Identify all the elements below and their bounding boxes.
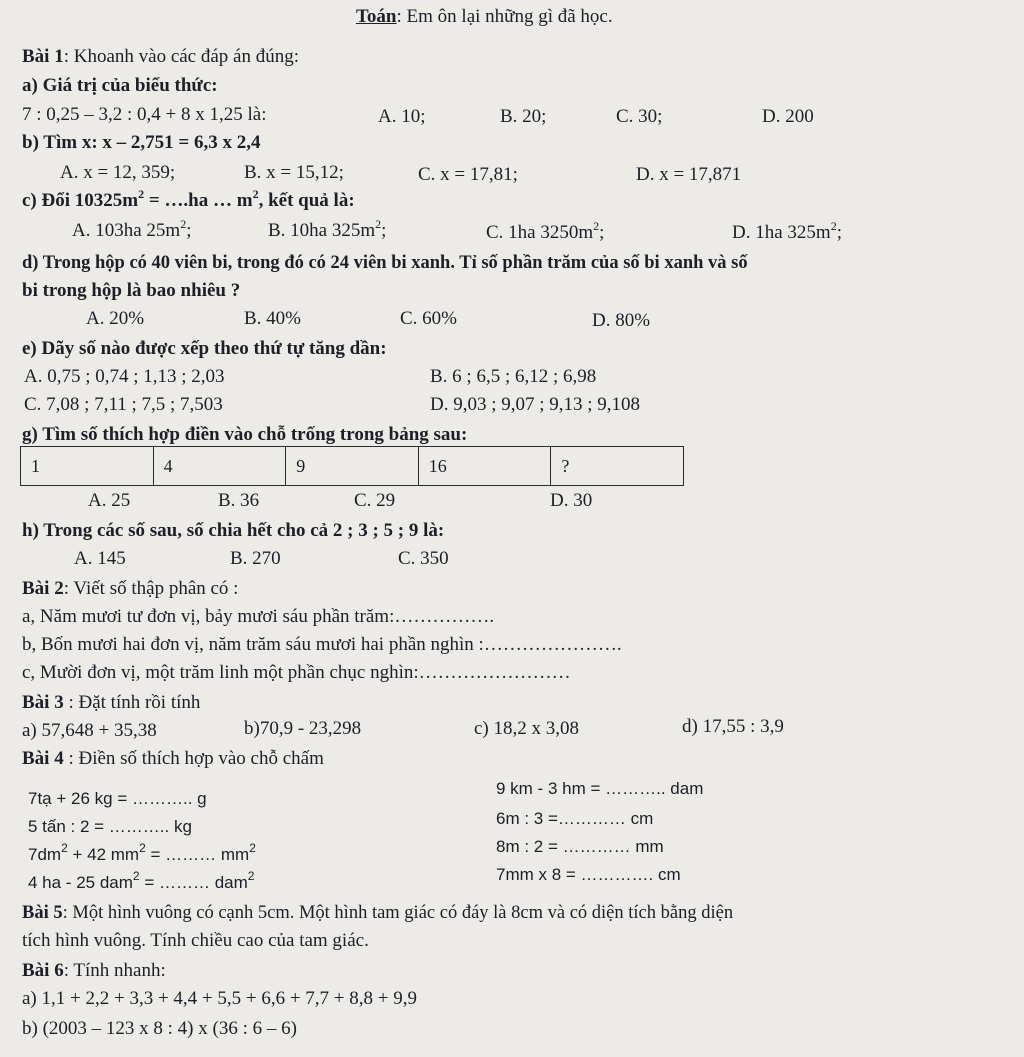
bai6-heading-label: Bài 6: [22, 960, 64, 981]
bai3-heading-rest: : Đặt tính rồi tính: [63, 692, 201, 713]
q1g-cell-3: 9: [286, 447, 419, 486]
q1c-sup2: 2: [252, 187, 259, 201]
q1a-option-b: B. 20;: [500, 106, 547, 127]
q1h-label: h) Trong các số sau, số chia hết cho cả 2 ; 3 ; 5 ; 9 là:: [22, 520, 445, 541]
bai3-item-d: d) 17,55 : 3,9: [682, 716, 784, 737]
q1g-option-d: D. 30: [550, 490, 593, 511]
bai4-heading-label: Bài 4: [22, 748, 64, 769]
bai2-item-c: c, Mười đơn vị, một trăm linh một phần chục nghìn:……………………: [22, 662, 571, 683]
q1a-expression: 7 : 0,25 – 3,2 : 0,4 + 8 x 1,25 là:: [22, 104, 267, 125]
q1g-option-b: B. 36: [218, 490, 260, 511]
page-title-subject: Toán: [356, 6, 397, 27]
bai3-heading-label: Bài 3: [22, 692, 64, 713]
q1g-cell-5: ?: [551, 447, 684, 486]
bai4-right-3: 8m : 2 = ………… mm: [496, 837, 664, 856]
q1d-line2: bi trong hộp là bao nhiêu ?: [22, 280, 241, 301]
q1b-option-c: C. x = 17,81;: [418, 164, 518, 185]
bai4-left-3-sup2: 2: [139, 841, 146, 855]
q1e-option-d: D. 9,03 ; 9,07 ; 9,13 ; 9,108: [430, 394, 641, 415]
q1c-option-c-sup: 2: [593, 219, 600, 233]
q1g-option-c: C. 29: [354, 490, 396, 511]
q1d-line1: d) Trong hộp có 40 viên bi, trong đó có 24 viên bi xanh. Tỉ số phần trăm của số bi xanh và số: [22, 253, 748, 273]
bai1-heading: [22, 46, 299, 68]
q1c-option-a-tail: ;: [186, 220, 192, 241]
bai1-heading-rest: : Khoanh vào các đáp án đúng:: [63, 46, 300, 67]
q1e-option-a: A. 0,75 ; 0,74 ; 1,13 ; 2,03: [24, 366, 225, 387]
bai4-right-1: 9 km - 3 hm = ……….. dam: [496, 779, 704, 798]
q1d-option-c: C. 60%: [400, 308, 457, 329]
q1c-option-d-sup: 2: [830, 219, 837, 233]
q1c-option-c-text: C. 1ha 3250m: [486, 222, 594, 243]
q1d-option-a: A. 20%: [86, 308, 145, 329]
bai1-heading-label: Bài 1: [22, 46, 64, 67]
q1a-label: a) Giá trị của biểu thức:: [22, 75, 218, 96]
bai2-heading-rest: : Viết số thập phân có :: [63, 578, 239, 599]
bai4-left-3-mid: + 42 mm: [67, 845, 140, 864]
q1c-option-a: [72, 217, 192, 243]
q1c-option-b-tail: ;: [381, 220, 387, 241]
bai4-right-2: 6m : 3 =………… cm: [496, 809, 654, 828]
bai4-left-4-pre: 4 ha - 25 dam: [28, 873, 133, 892]
q1c-option-c-tail: ;: [599, 222, 605, 243]
bai4-left-2: 5 tấn : 2 = ……….. kg: [28, 817, 192, 836]
q1c-option-d-text: D. 1ha 325m: [732, 222, 831, 243]
q1c-option-b-sup: 2: [375, 217, 382, 231]
q1c-label: [22, 187, 355, 213]
q1g-cell-1: 1: [21, 447, 154, 486]
q1e-label: e) Dãy số nào được xếp theo thứ tự tăng dần:: [22, 338, 387, 359]
q1a-option-c: C. 30;: [616, 106, 663, 127]
bai6-item-a: a) 1,1 + 2,2 + 3,3 + 4,4 + 5,5 + 6,6 + 7,7 + 8,8 + 9,9: [22, 988, 417, 1009]
bai4-left-3-post: = ……… mm: [145, 845, 250, 864]
bai4-heading: [22, 748, 324, 770]
bai2-item-b: b, Bốn mươi hai đơn vị, năm trăm sáu mươi hai phần nghìn :………………….: [22, 634, 622, 655]
q1c-option-a-sup: 2: [180, 217, 187, 231]
q1c-option-c: [486, 219, 605, 245]
q1d-option-b: B. 40%: [244, 308, 301, 329]
q1g-label: g) Tìm số thích hợp điền vào chỗ trống trong bảng sau:: [22, 424, 468, 445]
q1g-table: [20, 446, 684, 486]
q1c-option-b: [268, 217, 387, 243]
bai4-left-3: [28, 841, 256, 867]
q1b-option-b: B. x = 15,12;: [244, 162, 344, 183]
bai4-left-4-sup2: 2: [247, 869, 255, 883]
page-title-rest: : Em ôn lại những gì đã học.: [396, 6, 613, 27]
bai6-item-b: b) (2003 – 123 x 8 : 4) x (36 : 6 – 6): [22, 1018, 297, 1039]
q1b-option-a: A. x = 12, 359;: [60, 162, 176, 183]
q1d-option-d: D. 80%: [592, 310, 651, 331]
q1c-option-b-text: B. 10ha 325m: [268, 220, 376, 241]
bai4-left-1: 7tạ + 26 kg = ……….. g: [28, 789, 207, 808]
bai6-heading-rest: : Tính nhanh:: [63, 960, 166, 981]
bai5-line1-rest: : Một hình vuông có cạnh 5cm. Một hình tam giác có đáy là 8cm và có diện tích bằng diện: [62, 903, 734, 923]
bai5-line1: [22, 902, 733, 924]
bai4-left-3-pre: 7dm: [28, 845, 62, 864]
q1c-label-mid: = ….ha … m: [144, 190, 253, 211]
bai4-right-4: 7mm x 8 = …………. cm: [496, 865, 681, 884]
q1c-option-d-tail: ;: [836, 222, 842, 243]
bai4-left-4: [28, 869, 255, 895]
bai3-item-a: a) 57,648 + 35,38: [22, 720, 157, 741]
q1h-option-c: C. 350: [398, 548, 449, 569]
bai2-heading-label: Bài 2: [22, 578, 64, 599]
bai4-left-3-sup1: 2: [61, 841, 68, 855]
q1g-cell-2: 4: [153, 447, 286, 486]
q1c-label-post: , kết quả là:: [258, 190, 355, 211]
page-title: [356, 6, 613, 28]
q1c-label-pre: c) Đổi 10325m: [22, 190, 139, 211]
bai3-heading: [22, 692, 200, 714]
q1b-label: b) Tìm x: x – 2,751 = 6,3 x 2,4: [22, 132, 261, 153]
bai3-item-c: c) 18,2 x 3,08: [474, 718, 580, 739]
bai2-heading: [22, 578, 238, 600]
q1e-option-b: B. 6 ; 6,5 ; 6,12 ; 6,98: [430, 366, 597, 387]
bai4-heading-rest: : Điền số thích hợp vào chỗ chấm: [63, 748, 324, 769]
bai4-left-4-sup1: 2: [132, 869, 140, 883]
bai3-item-b: b)70,9 - 23,298: [244, 718, 362, 739]
q1g-option-a: A. 25: [88, 490, 131, 511]
q1h-option-b: B. 270: [230, 548, 281, 569]
q1c-sup1: 2: [138, 187, 145, 201]
bai4-left-3-sup3: 2: [249, 841, 256, 855]
q1e-option-c: C. 7,08 ; 7,11 ; 7,5 ; 7,503: [24, 394, 223, 415]
q1b-option-d: D. x = 17,871: [636, 164, 742, 185]
bai5-line2: tích hình vuông. Tính chiều cao của tam giác.: [22, 930, 369, 951]
bai4-left-4-mid: = ……… dam: [139, 873, 248, 892]
q1h-option-a: A. 145: [74, 548, 126, 569]
q1c-option-a-text: A. 103ha 25m: [72, 220, 181, 241]
q1g-cell-4: 16: [418, 447, 551, 486]
q1a-option-a: A. 10;: [378, 106, 426, 127]
bai2-item-a: a, Năm mươi tư đơn vị, bảy mươi sáu phần trăm:…………….: [22, 606, 495, 627]
q1g-table-row: [21, 447, 684, 486]
q1c-option-d: [732, 219, 842, 245]
bai6-heading: [22, 960, 166, 982]
bai5-heading-label: Bài 5: [22, 903, 63, 923]
q1a-option-d: D. 200: [762, 106, 814, 127]
